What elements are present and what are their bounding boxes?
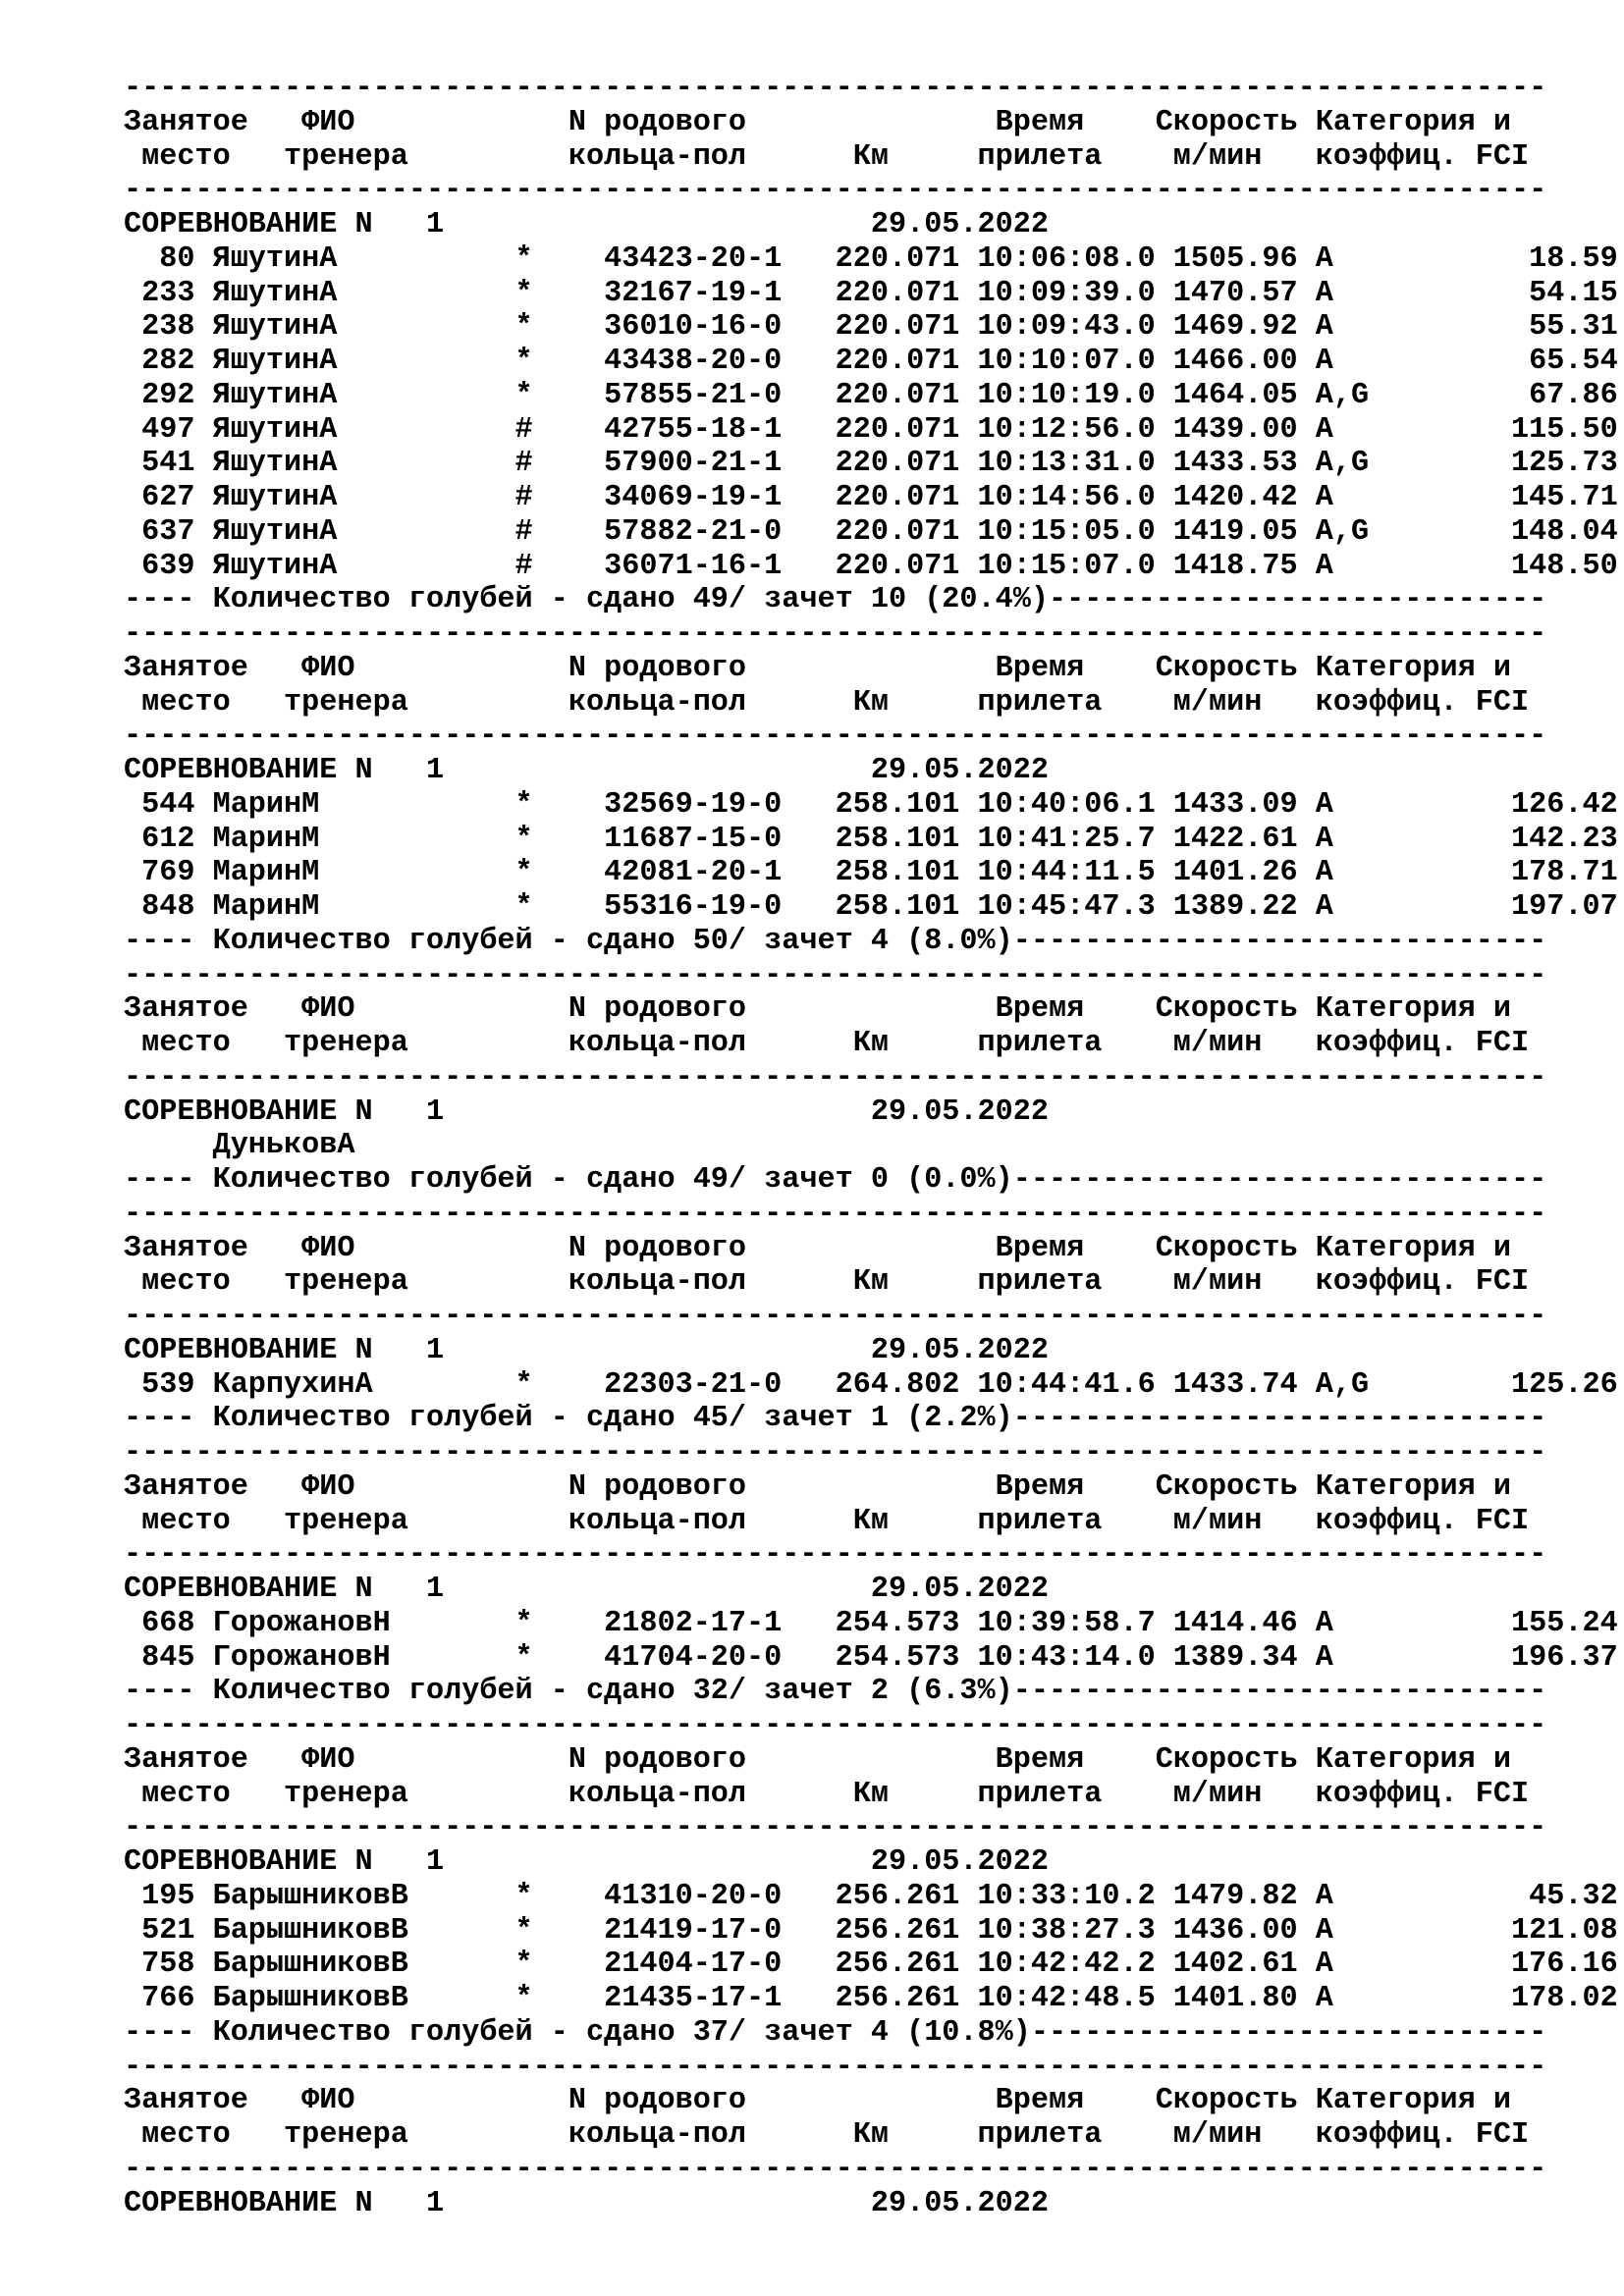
separator-line: --------------------------------------------------------------------------------	[124, 2050, 1547, 2084]
summary-line: ---- Количество голубей - сдано 37/ зачет 4 (10.8%)-----------------------------	[124, 2015, 1547, 2050]
result-row: 758 БарышниковВ * 21404-17-0 256.261 10:42:42.2 1402.61 A 176.16	[124, 1948, 1618, 1982]
result-row: 233 ЯшутинА * 32167-19-1 220.071 10:09:39.0 1470.57 A 54.15	[124, 276, 1618, 310]
competition-header-line: СОРЕВНОВАНИЕ N 1 29.05.2022	[124, 754, 1050, 787]
competition-header-line: СОРЕВНОВАНИЕ N 1 29.05.2022	[124, 1573, 1050, 1606]
table-header-line: Занятое ФИО N родового Время Скорость Категория и	[124, 2084, 1512, 2118]
separator-line: --------------------------------------------------------------------------------	[124, 1300, 1547, 1333]
summary-line: ---- Количество голубей - сдано 49/ зачет 0 (0.0%)------------------------------	[124, 1163, 1547, 1197]
separator-line: --------------------------------------------------------------------------------	[124, 72, 1547, 105]
table-header-line: место тренера кольца-пол Км прилета м/мин коэффиц. FCI	[124, 1265, 1530, 1300]
race-results-report	[124, 72, 1618, 2220]
participant-line: ДуньковА	[124, 1129, 355, 1163]
competition-header-line: СОРЕВНОВАНИЕ N 1 29.05.2022	[124, 1095, 1050, 1129]
competition-header-line: СОРЕВНОВАНИЕ N 1 29.05.2022	[124, 1333, 1050, 1367]
result-row: 195 БарышниковВ * 41310-20-0 256.261 10:33:10.2 1479.82 A 45.32	[124, 1879, 1618, 1913]
result-row: 639 ЯшутинА # 36071-16-1 220.071 10:15:07.0 1418.75 A 148.50	[124, 549, 1618, 583]
table-header-line: Занятое ФИО N родового Время Скорость Категория и	[124, 1231, 1512, 1265]
table-header-line: Занятое ФИО N родового Время Скорость Категория и	[124, 992, 1512, 1027]
separator-line: --------------------------------------------------------------------------------	[124, 1197, 1547, 1231]
table-header-line: место тренера кольца-пол Км прилета м/мин коэффиц. FCI	[124, 1777, 1530, 1811]
result-row: 497 ЯшутинА # 42755-18-1 220.071 10:12:56.0 1439.00 A 115.50	[124, 412, 1618, 447]
table-header-line: Занятое ФИО N родового Время Скорость Категория и	[124, 1469, 1512, 1504]
summary-line: ---- Количество голубей - сдано 45/ зачет 1 (2.2%)------------------------------	[124, 1402, 1547, 1436]
summary-line: ---- Количество голубей - сдано 32/ зачет 2 (6.3%)------------------------------	[124, 1675, 1547, 1709]
result-row: 282 ЯшутинА * 43438-20-0 220.071 10:10:07.0 1466.00 A 65.54	[124, 345, 1618, 378]
result-row: 627 ЯшутинА # 34069-19-1 220.071 10:14:56.0 1420.42 A 145.71	[124, 481, 1618, 514]
separator-line: --------------------------------------------------------------------------------	[124, 720, 1547, 754]
summary-line: ---- Количество голубей - сдано 50/ зачет 4 (8.0%)------------------------------	[124, 924, 1547, 958]
result-row: 80 ЯшутинА * 43423-20-1 220.071 10:06:08.0 1505.96 A 18.59	[124, 241, 1618, 276]
separator-line: --------------------------------------------------------------------------------	[124, 1538, 1547, 1573]
table-header-line: место тренера кольца-пол Км прилета м/мин коэффиц. FCI	[124, 1027, 1530, 1060]
table-header-line: Занятое ФИО N родового Время Скорость Категория и	[124, 651, 1512, 685]
separator-line: --------------------------------------------------------------------------------	[124, 1060, 1547, 1095]
result-row: 541 ЯшутинА # 57900-21-1 220.071 10:13:31.0 1433.53 A,G 125.73	[124, 447, 1618, 481]
table-header-line: место тренера кольца-пол Км прилета м/мин коэффиц. FCI	[124, 139, 1530, 174]
result-row: 544 МаринМ * 32569-19-0 258.101 10:40:06.1 1433.09 A 126.42	[124, 787, 1618, 822]
separator-line: --------------------------------------------------------------------------------	[124, 1811, 1547, 1845]
result-row: 766 БарышниковВ * 21435-17-1 256.261 10:42:48.5 1401.80 A 178.02	[124, 1982, 1618, 2015]
summary-line: ---- Количество голубей - сдано 49/ зачет 10 (20.4%)----------------------------	[124, 583, 1547, 617]
result-row: 238 ЯшутинА * 36010-16-0 220.071 10:09:43.0 1469.92 A 55.31	[124, 310, 1618, 345]
result-row: 612 МаринМ * 11687-15-0 258.101 10:41:25.7 1422.61 A 142.23	[124, 822, 1618, 856]
competition-header-line: СОРЕВНОВАНИЕ N 1 29.05.2022	[124, 2186, 1050, 2220]
table-header-line: место тренера кольца-пол Км прилета м/мин коэффиц. FCI	[124, 2118, 1530, 2152]
result-row: 668 ГорожановН * 21802-17-1 254.573 10:39:58.7 1414.46 A 155.24	[124, 1606, 1618, 1640]
table-header-line: место тренера кольца-пол Км прилета м/мин коэффиц. FCI	[124, 685, 1530, 720]
result-row: 521 БарышниковВ * 21419-17-0 256.261 10:38:27.3 1436.00 A 121.08	[124, 1913, 1618, 1948]
result-row: 769 МаринМ * 42081-20-1 258.101 10:44:11.5 1401.26 A 178.71	[124, 856, 1618, 890]
separator-line: --------------------------------------------------------------------------------	[124, 958, 1547, 992]
result-row: 848 МаринМ * 55316-19-0 258.101 10:45:47.3 1389.22 A 197.07	[124, 890, 1618, 924]
table-header-line: Занятое ФИО N родового Время Скорость Категория и	[124, 1742, 1512, 1777]
separator-line: --------------------------------------------------------------------------------	[124, 2152, 1547, 2186]
result-row: 539 КарпухинА * 22303-21-0 264.802 10:44:41.6 1433.74 A,G 125.26	[124, 1367, 1618, 1402]
separator-line: --------------------------------------------------------------------------------	[124, 617, 1547, 651]
separator-line: --------------------------------------------------------------------------------	[124, 1436, 1547, 1469]
table-header-line: место тренера кольца-пол Км прилета м/мин коэффиц. FCI	[124, 1504, 1530, 1538]
result-row: 292 ЯшутинА * 57855-21-0 220.071 10:10:19.0 1464.05 A,G 67.86	[124, 378, 1618, 412]
competition-header-line: СОРЕВНОВАНИЕ N 1 29.05.2022	[124, 1845, 1050, 1879]
result-row: 845 ГорожановН * 41704-20-0 254.573 10:43:14.0 1389.34 A 196.37	[124, 1640, 1618, 1675]
separator-line: --------------------------------------------------------------------------------	[124, 174, 1547, 208]
table-header-line: Занятое ФИО N родового Время Скорость Категория и	[124, 105, 1512, 139]
competition-header-line: СОРЕВНОВАНИЕ N 1 29.05.2022	[124, 208, 1050, 241]
separator-line: --------------------------------------------------------------------------------	[124, 1709, 1547, 1742]
result-row: 637 ЯшутинА # 57882-21-0 220.071 10:15:05.0 1419.05 A,G 148.04	[124, 514, 1618, 549]
